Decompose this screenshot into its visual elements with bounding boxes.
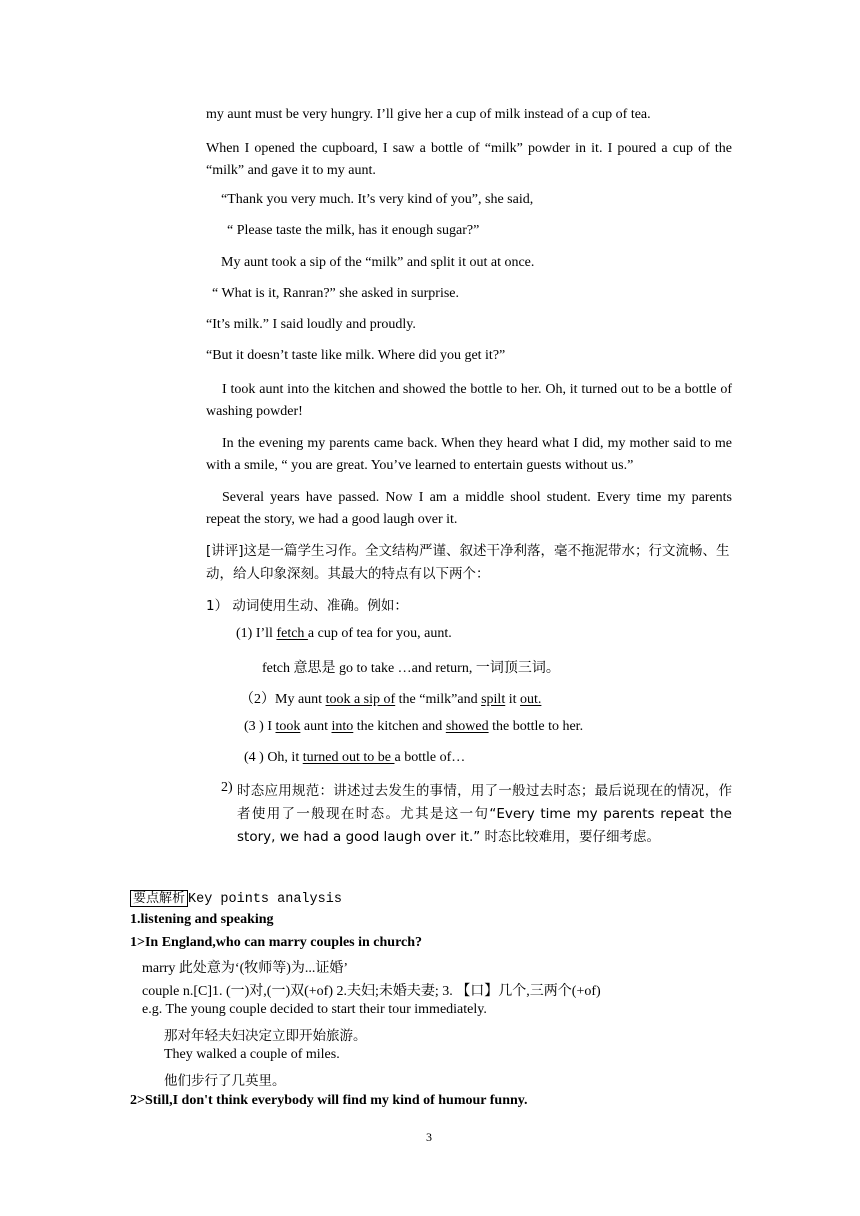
example-sentence-1: e.g. The young couple decided to start their tour immediately. (142, 1002, 487, 1017)
question-1: 1>In England,who can marry couples in church? (130, 935, 423, 950)
example-4-text-a: (4 ) Oh, it (244, 750, 303, 765)
example-2-text-b: the “milk”and (395, 692, 482, 707)
example-1-text-a: (1) I’ll (236, 626, 277, 641)
example-2 (240, 688, 541, 708)
story-paragraph-kitchen: I took aunt into the kitchen and showed the bottle to her. Oh, it turned out to be a bottle of washing powder! (206, 382, 732, 419)
example-sentence-1-translation: 那对年轻夫妇决定立即开始旅游。 (164, 1028, 367, 1044)
example-3-underlined-2: into (331, 719, 354, 734)
example-2-underlined-1: took a sip of (325, 692, 396, 707)
example-4-text-b: a bottle of… (394, 750, 466, 765)
analysis-title-en: Key points analysis (188, 892, 342, 907)
example-4-underlined: turned out to be (302, 750, 395, 765)
example-2-underlined-3: out. (520, 692, 542, 707)
story-line-sip: My aunt took a sip of the “milk” and split it out at once. (221, 255, 535, 270)
example-1 (236, 626, 452, 642)
comment-point-2-number: 2) (221, 780, 233, 795)
story-line-taste: “ Please taste the milk, has it enough sugar?” (227, 223, 480, 238)
comment-intro: [讲评]这是一篇学生习作。全文结构严谨、叙述干净利落，毫不拖泥带水；行文流畅、生动，给人印象深刻。其最大的特点有以下两个： (206, 543, 730, 582)
example-2-text-a: （2）My aunt (240, 692, 326, 707)
analysis-box-label: 要点解析 (130, 890, 188, 907)
story-line-what-is-it: “ What is it, Ranran?” she asked in surprise. (212, 286, 460, 301)
example-2-underlined-2: spilt (481, 692, 506, 707)
question-2: 2>Still,I don't think everybody will find my kind of humour funny. (130, 1093, 528, 1108)
example-sentence-2: They walked a couple of miles. (164, 1047, 340, 1062)
story-line-its-milk: “It’s milk.” I said loudly and proudly. (206, 317, 416, 332)
example-4 (244, 750, 465, 766)
example-3-text-d: the bottle to her. (488, 719, 584, 734)
example-1-text-b: a cup of tea for you, aunt. (307, 626, 452, 641)
example-3 (244, 719, 583, 735)
example-3-underlined-3: showed (445, 719, 489, 734)
example-1-underlined: fetch (276, 626, 308, 641)
story-line-taste-like: “But it doesn’t taste like milk. Where did you get it?” (206, 348, 506, 363)
example-1-note: fetch 意思是 go to take …and return, 一词顶三词。 (262, 661, 560, 676)
example-sentence-2-translation: 他们步行了几英里。 (164, 1073, 286, 1089)
story-line-thanks: “Thank you very much. It’s very kind of you”, she said, (221, 192, 534, 207)
comment-point-1: 1） 动词使用生动、准确。例如： (206, 598, 408, 614)
example-3-text-a: (3 ) I (244, 719, 276, 734)
example-3-underlined-1: took (275, 719, 301, 734)
section-listening-speaking: 1.listening and speaking (130, 912, 274, 927)
story-paragraph-years: Several years have passed. Now I am a middle shool student. Every time my parents repeat the story, we had a good laugh over it. (206, 490, 732, 527)
page-number: 3 (426, 1130, 432, 1144)
example-3-text-c: the kitchen and (353, 719, 446, 734)
story-line-1: my aunt must be very hungry. I’ll give her a cup of milk instead of a cup of tea. (206, 107, 651, 122)
story-paragraph-cupboard: When I opened the cupboard, I saw a bottle of “milk” powder in it. I poured a cup of the “milk” and gave it to my aunt. (206, 141, 732, 178)
story-paragraph-evening: In the evening my parents came back. When they heard what I did, my mother said to me with a smile, “ you are great. You’ve learned to entertain guests without us.” (206, 436, 732, 473)
example-2-text-c: it (505, 692, 520, 707)
example-3-text-b: aunt (300, 719, 332, 734)
comment-point-2: 时态应用规范：讲述过去发生的事情，用了一般过去时态；最后说现在的情况，作者使用了一般现在时态。尤其是这一句“Every time my parents repeat the story, we had a good laugh over it.” 时态比较难用，要仔细考虑。 (237, 783, 732, 845)
marry-note: marry 此处意为‘(牧师等)为...证婚’ (142, 961, 349, 976)
couple-definition: couple n.[C]1. (一)对,(一)双(+of) 2.夫妇;未婚夫妻; 3. 【口】几个,三两个(+of) (142, 984, 601, 999)
analysis-heading (130, 887, 342, 907)
